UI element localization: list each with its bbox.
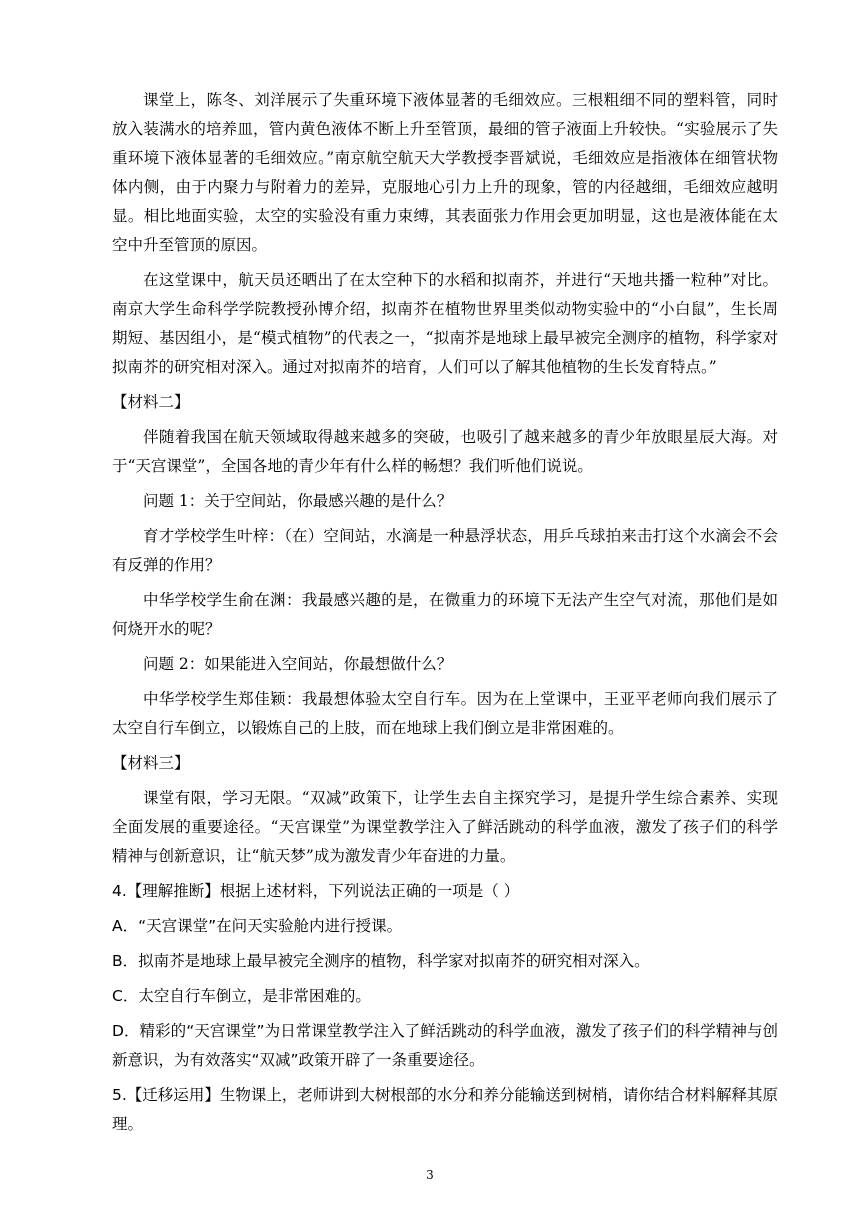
interview-answer-3: 中华学校学生郑佳颖：我最想体验太空自行车。因为在上堂课中，王亚平老师向我们展示了太空自行车倒立，以锻炼自己的上肢，而在地球上我们倒立是非常困难的。 xyxy=(112,690,778,737)
question-4-stem: 4.【理解推断】根据上述材料，下列说法正确的一项是（ ） xyxy=(112,882,520,900)
question-5-stem: 5.【迁移运用】生物课上，老师讲到大树根部的水分和养分能输送到树梢，请你结合材料解释其原理。 xyxy=(112,1086,778,1133)
question-4-option-a: A．“天宫课堂”在问天实验舱内进行授课。 xyxy=(112,917,403,935)
interview-question-1: 问题 1：关于空间站，你最感兴趣的是什么？ xyxy=(143,492,453,510)
material-two-intro: 伴随着我国在航天领域取得越来越多的突破，也吸引了越来越多的青少年放眼星辰大海。对于“天宫课堂”，全国各地的青少年有什么样的畅想？我们听他们说说。 xyxy=(112,428,778,475)
interview-answer-2: 中华学校学生俞在渊：我最感兴趣的是，在微重力的环境下无法产生空气对流，那他们是如何烧开水的呢？ xyxy=(112,591,778,638)
paragraph-capillary-effect: 课堂上，陈冬、刘洋展示了失重环境下液体显著的毛细效应。三根粗细不同的塑料管，同时放入装满水的培养皿，管内黄色液体不断上升至管顶，最细的管子液面上升较快。“实验展示了失重环境下液体显著的毛细效应。”南京航空航天大学教授李晋斌说，毛细效应是指液体在细管状物体内侧，由于内聚力与附着力的差异，克服地心引力上升的现象，管的内径越细，毛细效应越明显。相比地面实验，太空的实验没有重力束缚，其表面张力作用会更加明显，这也是液体能在太空中升至管顶的原因。 xyxy=(112,91,778,254)
material-three-text: 课堂有限，学习无限。“双减”政策下，让学生去自主探究学习，是提升学生综合素养、实现全面发展的重要途径。“天宫课堂”为课堂教学注入了鲜活跳动的科学血液，激发了孩子们的科学精神与创新意识，让“航天梦”成为激发青少年奋进的力量。 xyxy=(112,789,778,865)
interview-question-2: 问题 2：如果能进入空间站，你最想做什么？ xyxy=(143,655,453,673)
interview-answer-1: 育才学校学生叶梓：（在）空间站，水滴是一种悬浮状态，用乒乓球拍来击打这个水滴会不会有反弹的作用？ xyxy=(112,527,778,574)
page-content xyxy=(112,86,778,1145)
material-three-heading: 【材料三】 xyxy=(112,754,190,772)
question-4-option-b: B．拟南芥是地球上最早被完全测序的植物，科学家对拟南芥的研究相对深入。 xyxy=(112,952,650,970)
paragraph-arabidopsis: 在这堂课中，航天员还晒出了在太空种下的水稻和拟南芥，并进行“天地共播一粒种”对比。南京大学生命科学学院教授孙博介绍，拟南芥在植物世界里类似动物实验中的“小白鼠”，生长周期短、基因组小，是“模式植物”的代表之一，“拟南芥是地球上最早被完全测序的植物，科学家对拟南芥的研究相对深入。通过对拟南芥的培育，人们可以了解其他植物的生长发育特点。” xyxy=(112,271,778,376)
material-two-heading: 【材料二】 xyxy=(112,393,190,411)
question-4-option-c: C．太空自行车倒立，是非常困难的。 xyxy=(112,987,371,1005)
page-number: 3 xyxy=(426,1168,434,1182)
question-4-option-d: D．精彩的“天宫课堂”为日常课堂教学注入了鲜活跳动的科学血液，激发了孩子们的科学精神与创新意识，为有效落实“双减”政策开辟了一条重要途径。 xyxy=(112,1022,778,1069)
